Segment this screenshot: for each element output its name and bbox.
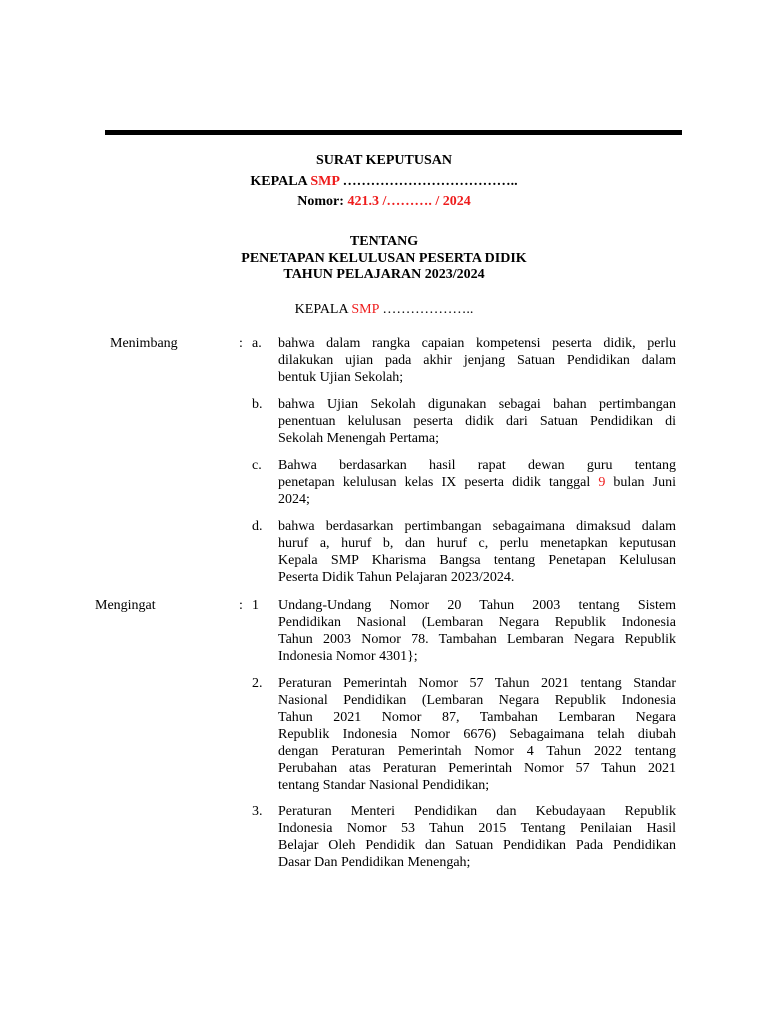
item-marker: b.	[252, 397, 263, 412]
text-line: Nasional Pendidikan (Lembaran Negara Republik Indonesia	[278, 693, 676, 708]
menimbang-item-c	[278, 457, 676, 508]
kepala2-prefix: KEPALA	[294, 302, 352, 317]
menimbang-colon: :	[239, 336, 243, 351]
text-line: tentang Standar Nasional Pendidikan;	[278, 778, 490, 793]
nomor-prefix: Nomor:	[297, 194, 348, 209]
subject-line-1: PENETAPAN KELULUSAN PESERTA DIDIK	[241, 251, 527, 266]
mengingat-colon: :	[239, 598, 243, 613]
text-line: Peraturan Pemerintah Nomor 57 Tahun 2021 tentang Standar	[278, 676, 676, 691]
date-day: 9	[598, 475, 606, 490]
text-segment: penetapan kelulusan kelas IX peserta didik tanggal	[278, 475, 599, 490]
text-line: 2024;	[278, 492, 310, 507]
item-marker: c.	[252, 458, 262, 473]
mengingat-item-1	[278, 597, 676, 665]
text-line: Tahun 2021 Nomor 87, Tambahan Lembaran Negara	[278, 710, 676, 725]
item-marker: 2.	[252, 676, 263, 691]
tentang-heading: TENTANG	[349, 234, 419, 249]
subject-line-2: TAHUN PELAJARAN 2023/2024	[283, 267, 485, 282]
kepala-line-2	[0, 301, 768, 318]
top-rule	[105, 130, 682, 135]
nomor-value: 421.3 /………. / 2024	[347, 194, 471, 209]
nomor-line	[0, 193, 768, 210]
text-line: bahwa berdasarkan pertimbangan sebagaimana dimaksud dalam	[278, 519, 676, 534]
mengingat-item-3	[278, 803, 676, 871]
text-line: Dasar Dan Pendidikan Menengah;	[278, 855, 471, 870]
text-line: huruf a, huruf b, dan huruf c, perlu menetapkan keputusan	[278, 536, 676, 551]
text-line: Perubahan atas Peraturan Pemerintah Nomor 57 Tahun 2021	[278, 761, 676, 776]
kepala-line	[0, 173, 768, 190]
text-line: dilakukan ujian pada akhir jenjang Satuan Pendidikan dalam	[278, 353, 676, 368]
text-line: Belajar Oleh Pendidik dan Satuan Pendidikan Pada Pendidikan	[278, 838, 676, 853]
text-line: bahwa Ujian Sekolah digunakan sebagai bahan pertimbangan	[278, 397, 676, 412]
text-segment: bulan Juni	[605, 475, 676, 490]
text-line: bahwa dalam rangka capaian kompetensi peserta didik, perlu	[278, 336, 676, 351]
kepala2-smp: SMP	[351, 302, 379, 317]
mengingat-label: Mengingat	[95, 598, 156, 613]
text-line: Peserta Didik Tahun Pelajaran 2023/2024.	[278, 570, 515, 585]
kepala-smp: SMP	[310, 174, 340, 189]
text-line: Indonesia Nomor 4301};	[278, 649, 418, 664]
menimbang-item-d	[278, 518, 676, 586]
text-line: Tahun 2003 Nomor 78. Tambahan Lembaran Negara Republik	[278, 632, 676, 647]
kepala2-dots: ………………..	[378, 302, 474, 317]
text-line: Bahwa berdasarkan hasil rapat dewan guru tentang	[278, 458, 676, 473]
kepala-prefix: KEPALA	[250, 174, 311, 189]
menimbang-item-a	[278, 335, 676, 386]
text-line: dengan Peraturan Pemerintah Nomor 4 Tahun 2022 tentang	[278, 744, 676, 759]
document-title: SURAT KEPUTUSAN	[315, 153, 452, 168]
text-line: Pendidikan Nasional (Lembaran Negara Republik Indonesia	[278, 615, 676, 630]
text-line: Undang-Undang Nomor 20 Tahun 2003 tentang Sistem	[278, 598, 676, 613]
text-line: bentuk Ujian Sekolah;	[278, 370, 404, 385]
text-line: Republik Indonesia Nomor 6676) Sebagaimana telah diubah	[278, 727, 676, 742]
text-line: penentuan kelulusan peserta didik dari Satuan Pendidikan di	[278, 414, 676, 429]
text-line: Sekolah Menengah Pertama;	[278, 431, 439, 446]
menimbang-item-b	[278, 396, 676, 447]
kepala-dots: ………………………………..	[339, 174, 518, 189]
item-marker: 3.	[252, 804, 263, 819]
text-line: Indonesia Nomor 53 Tahun 2015 Tentang Penilaian Hasil	[278, 821, 676, 836]
text-line: Kepala SMP Kharisma Bangsa tentang Penetapan Kelulusan	[278, 553, 676, 568]
mengingat-item-2	[278, 675, 676, 794]
item-marker: 1	[252, 598, 259, 613]
text-line	[278, 474, 676, 491]
item-marker: d.	[252, 519, 263, 534]
menimbang-label: Menimbang	[110, 336, 178, 351]
item-marker: a.	[252, 336, 262, 351]
text-line: Peraturan Menteri Pendidikan dan Kebudayaan Republik	[278, 804, 676, 819]
